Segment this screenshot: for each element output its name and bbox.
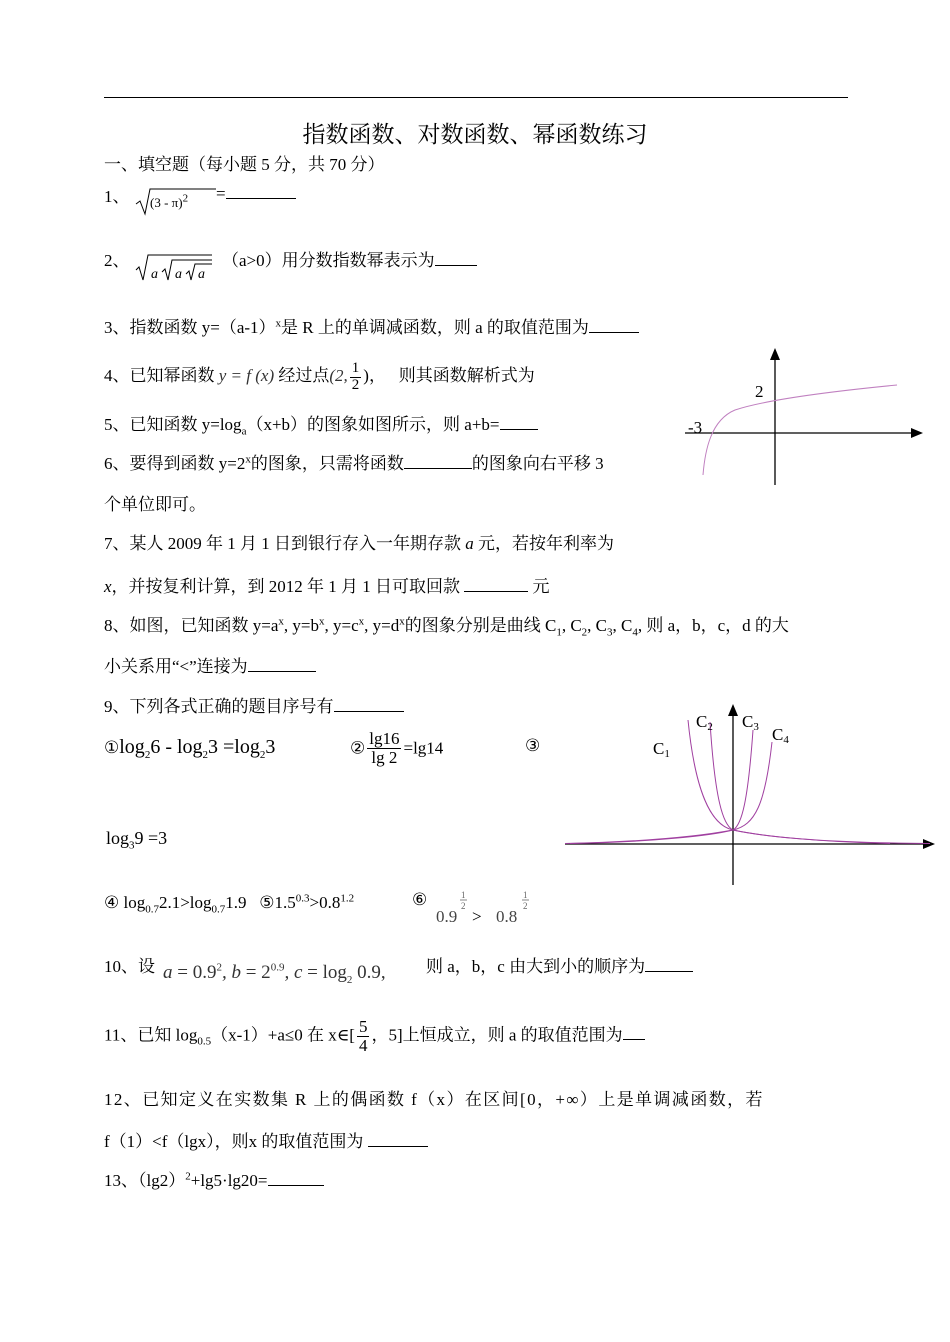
answer-blank[interactable] — [226, 184, 296, 199]
q9-item-6: ⑥ — [412, 890, 428, 909]
top-rule — [104, 97, 848, 98]
question-8-line2: 小关系用“<”连接为 — [104, 652, 316, 677]
graph1-y-label: 2 — [755, 382, 764, 401]
graph1-x-label: -3 — [688, 418, 703, 437]
question-6-line2: 个单位即可。 — [104, 495, 206, 514]
question-13: 13、$(\lg 2)^2+\lg 5\cdot\lg 20=$ — [104, 1166, 324, 1191]
svg-text:0.8: 0.8 — [496, 907, 518, 926]
q9-item-6-expr — [434, 888, 544, 933]
q9-item-3-expr: $\log_39 =3$ — [106, 828, 168, 852]
exp-curves-figure — [560, 700, 940, 890]
answer-blank[interactable] — [404, 454, 472, 469]
question-12-line2: f（1）<f（lgx），则x 的取值范围为 — [104, 1127, 428, 1152]
exp-graph — [560, 700, 940, 895]
svg-text:a: a — [198, 267, 205, 282]
section-heading: 一、填空题（每小题 5 分，共 70 分） — [104, 155, 385, 174]
svg-text:C1: C1 — [653, 739, 670, 760]
answer-blank[interactable] — [435, 251, 477, 266]
svg-text:C4: C4 — [772, 725, 789, 746]
svg-text:1: 1 — [523, 890, 528, 900]
question-4: 4、已知幂函数 y = f (x) 经过点(2, $\frac{1}{2}$ )， 则其函数解析式为 — [104, 360, 535, 393]
question-3: 3、指数函数 $y=(a-1)^x$是 R 上的单调减函数，则 a 的取值范围为 — [104, 313, 639, 338]
answer-blank[interactable] — [248, 657, 316, 672]
page-title: 指数函数、对数函数、幂函数练习 — [302, 122, 648, 147]
answer-blank[interactable] — [623, 1025, 645, 1040]
svg-text:a: a — [175, 267, 182, 282]
question-10-text: 则 a，b，c 由大到小的顺序为 — [426, 952, 693, 977]
question-6: 6、要得到函数 $y=2^x$的图象，只需将函数 的图象向右平移 3 — [104, 453, 604, 473]
log-graph — [675, 340, 935, 495]
answer-blank[interactable] — [500, 415, 538, 430]
svg-text:2: 2 — [461, 901, 466, 911]
q9-item-3: ③ — [525, 736, 541, 755]
svg-text:C3: C3 — [742, 712, 759, 733]
svg-text:>: > — [472, 907, 482, 926]
answer-blank[interactable] — [368, 1132, 428, 1147]
nested-radical-icon — [134, 252, 214, 282]
svg-text:C2: C2 — [696, 712, 713, 733]
svg-text:2: 2 — [523, 901, 528, 911]
q9-item-1: $①\log_26 - \log_23 =\log_23$ — [104, 736, 276, 761]
answer-blank[interactable] — [645, 957, 693, 972]
q2-sqrt — [134, 252, 214, 287]
question-7-line2: x，并按复利计算，到 2012 年 1 月 1 日可取回款 元 — [104, 577, 550, 596]
q9-item-2: ② $\frac{\lg 16}{\lg 2}$ =lg14 — [350, 729, 444, 767]
q1-answer: = — [216, 184, 296, 204]
q9-item-6-formula — [434, 888, 544, 928]
q9-item-4-5: ④ $\log_{0.7}2.1>\log_{0.7}1.9$ $⑤1.5^{0.3}>0.8^{1.2}$ — [104, 892, 355, 916]
q1-expr: (3 - π)$^2$ — [150, 192, 189, 210]
answer-blank[interactable] — [268, 1171, 324, 1186]
question-5: 5、已知函数 $y=\log_a(x+b)$的图象如图所示，则 a+b= — [104, 410, 538, 435]
question-9: 9、下列各式正确的题目序号有 — [104, 692, 404, 717]
question-1: 1、 — [104, 187, 130, 206]
log-curve-figure — [675, 340, 935, 490]
svg-text:a: a — [151, 267, 158, 282]
svg-text:1: 1 — [461, 890, 466, 900]
question-8: 8、如图，已知函数 $y=a^x$, $y=b^x$, $y=c^x$, $y=d^x$的图象分别是曲线 $C_1$, $C_2$, $C_3$, $C_4$, 则 a，b，c，d 的大 — [104, 615, 789, 639]
question-12: 12、已知定义在实数集 R 上的偶函数 f（x）在区间[0，+∞）上是单调减函数，若 — [104, 1090, 764, 1109]
question-11: 11、已知 $\log_{0.5}(x-1)+a\le 0$ 在 x∈[ $\frac{5}{4}$ ，5]上恒成立，则 a 的取值范围为 — [104, 1018, 645, 1055]
answer-blank[interactable] — [334, 697, 404, 712]
question-2-text: （a>0）用分数指数幂表示为 — [222, 246, 477, 271]
question-2-num: 2、 — [104, 251, 130, 270]
svg-text:0.9: 0.9 — [436, 907, 458, 926]
q10-expr: $a = 0.9^2$, $b = 2^{0.9}$, $c = \log_2 0.9$, — [163, 961, 386, 986]
answer-blank[interactable] — [589, 318, 639, 333]
question-10-num: 10、设 — [104, 957, 155, 976]
answer-blank[interactable] — [464, 577, 528, 592]
question-7: 7、某人 2009 年 1 月 1 日到银行存入一年期存款 a 元，若按年利率为 — [104, 534, 614, 553]
